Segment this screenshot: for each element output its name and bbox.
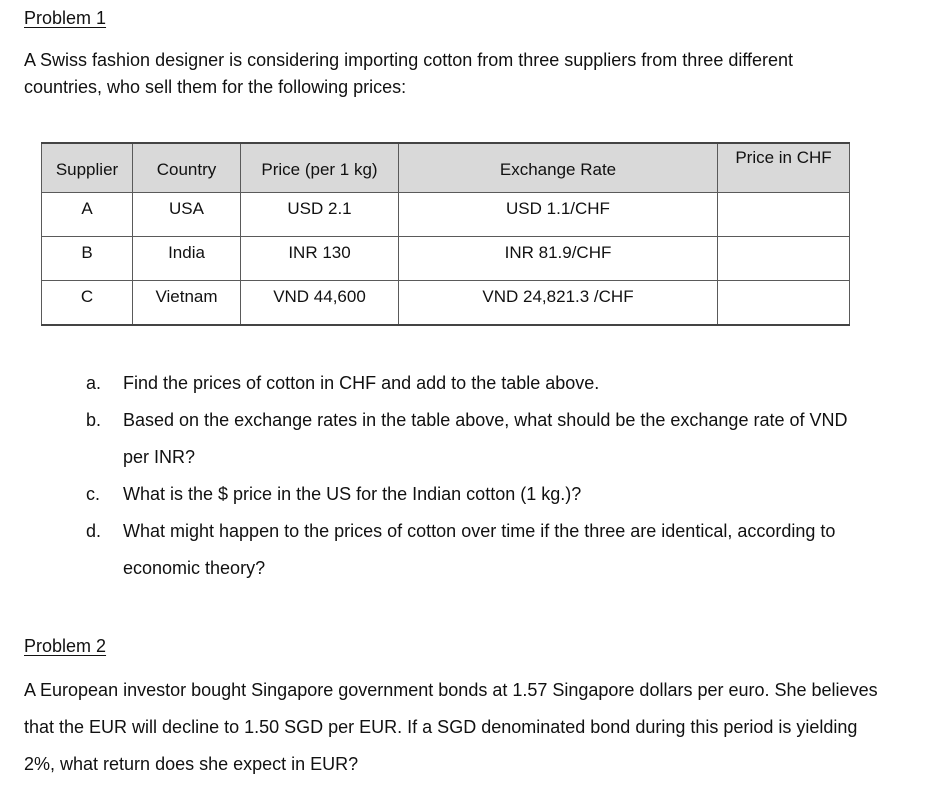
problem-1-intro: A Swiss fashion designer is considering importing cotton from three suppliers from three different countries, who sell them for the following prices: [24, 50, 794, 97]
problem-2-heading: Problem 2 [24, 636, 107, 656]
table-row [42, 193, 850, 237]
cell-price: VND 44,600 [241, 281, 399, 325]
cell-supplier: C [42, 281, 133, 325]
table-header-row [42, 143, 850, 193]
cell-price: USD 2.1 [241, 193, 399, 237]
question-marker: d. [86, 521, 102, 541]
question-text: What might happen to the prices of cotton over time if the three are identical, according to economic theory? [123, 521, 836, 578]
cell-exchange-rate: INR 81.9/CHF [399, 237, 718, 281]
cell-price-chf [718, 237, 850, 281]
list-item [86, 402, 876, 476]
question-marker: a. [86, 373, 102, 393]
header-price: Price (per 1 kg) [241, 143, 399, 193]
cell-country: Vietnam [133, 281, 241, 325]
cell-supplier: A [42, 193, 133, 237]
list-item [86, 513, 876, 587]
table-row [42, 281, 850, 325]
question-marker: c. [86, 484, 101, 504]
problem-1-heading: Problem 1 [24, 8, 107, 28]
list-item [86, 365, 876, 402]
cell-supplier: B [42, 237, 133, 281]
header-country: Country [133, 143, 241, 193]
cell-exchange-rate: VND 24,821.3 /CHF [399, 281, 718, 325]
cell-country: USA [133, 193, 241, 237]
cell-exchange-rate: USD 1.1/CHF [399, 193, 718, 237]
header-price-chf: Price in CHF [718, 143, 850, 193]
cell-price: INR 130 [241, 237, 399, 281]
list-item [86, 476, 876, 513]
cell-price-chf [718, 281, 850, 325]
cell-price-chf [718, 193, 850, 237]
header-supplier: Supplier [42, 143, 133, 193]
problem-2-text: A European investor bought Singapore government bonds at 1.57 Singapore dollars per euro. She believes that the EUR will decline to 1.50 SGD per EUR. If a SGD denominated bond during this period is yielding 2%, what return does she expect in EUR? [24, 680, 878, 774]
question-text: Based on the exchange rates in the table above, what should be the exchange rate of VND per INR? [123, 410, 848, 467]
question-marker: b. [86, 410, 102, 430]
cell-country: India [133, 237, 241, 281]
question-text: Find the prices of cotton in CHF and add to the table above. [123, 373, 600, 393]
question-list [86, 365, 876, 587]
table-row [42, 237, 850, 281]
supplier-table [41, 142, 850, 326]
question-text: What is the $ price in the US for the Indian cotton (1 kg.)? [123, 484, 582, 504]
header-exchange-rate: Exchange Rate [399, 143, 718, 193]
